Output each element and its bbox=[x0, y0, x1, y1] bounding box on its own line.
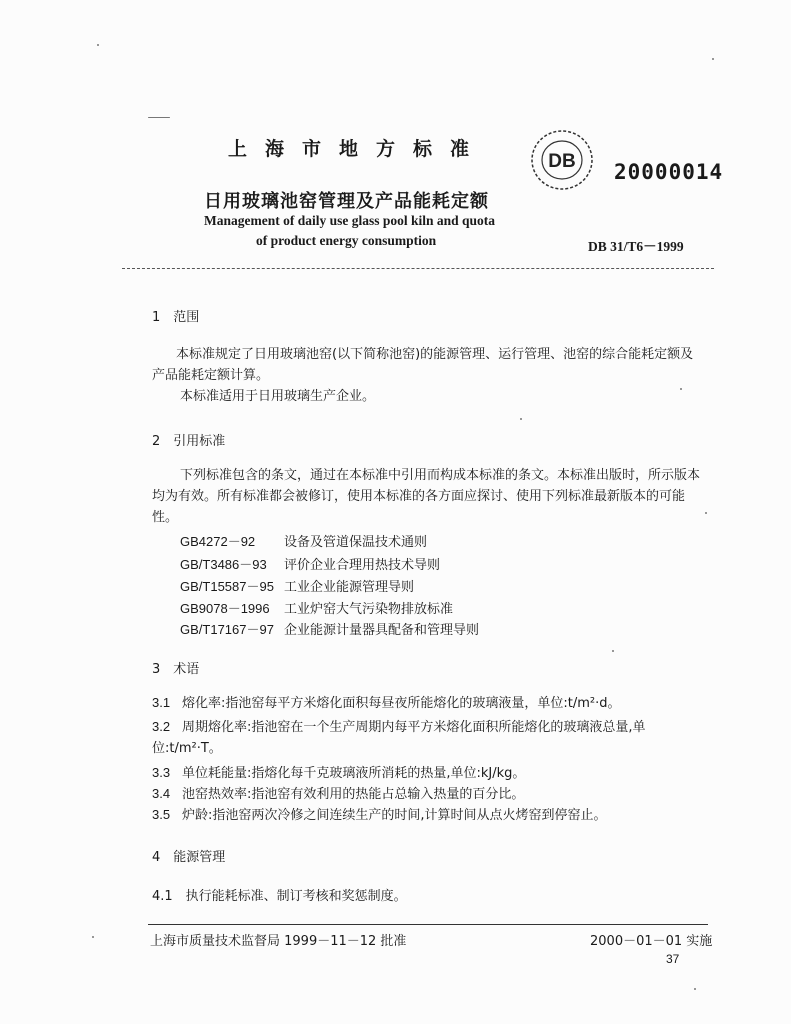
reference-code: GB9078－1996 bbox=[180, 601, 270, 616]
reference-name: 工业企业能源管理导则 bbox=[284, 580, 415, 595]
document-title-en-1: Management of daily use glass pool kiln and quota bbox=[204, 213, 496, 228]
definition-number: 3.2 bbox=[152, 719, 171, 734]
definition-item bbox=[152, 804, 707, 826]
reference-name: 评价企业合理用热技术导则 bbox=[284, 558, 441, 573]
db-stamp-icon bbox=[518, 124, 608, 198]
page-number: 37 bbox=[666, 952, 680, 966]
document-number: DB 31/T6－1999 bbox=[588, 239, 684, 254]
definition-number: 3.4 bbox=[152, 786, 171, 801]
footer-divider bbox=[148, 924, 708, 925]
reference-item bbox=[180, 531, 427, 550]
definition-item bbox=[152, 783, 707, 805]
definition-text: 池窑热效率:指池窑有效利用的热能占总输入热量的百分比。 bbox=[182, 787, 525, 802]
stamp-label: DB bbox=[548, 151, 576, 172]
approval-line: 上海市质量技术监督局 1999－11－12 批准 bbox=[150, 934, 407, 949]
definition-item bbox=[152, 692, 707, 714]
reference-name: 设备及管道保温技术通则 bbox=[284, 535, 428, 550]
reference-item bbox=[180, 598, 453, 617]
reference-code: GB/T3486－93 bbox=[180, 557, 267, 572]
section-1-heading: 1 范围 bbox=[152, 310, 200, 325]
section-1-para-2: 本标准适用于日用玻璃生产企业。 bbox=[180, 389, 376, 404]
reference-code: GB/T17167－97 bbox=[180, 622, 274, 637]
document-title-cn: 日用玻璃池窑管理及产品能耗定额 bbox=[204, 191, 489, 212]
reference-code: GB/T15587－95 bbox=[180, 579, 274, 594]
definition-text: 单位耗能量:指熔化每千克玻璃液所消耗的热量,单位:kJ/kg。 bbox=[182, 766, 526, 781]
definition-item bbox=[152, 762, 707, 784]
header-title: 上海市地方标准 bbox=[228, 138, 488, 160]
definition-number: 3.5 bbox=[152, 807, 171, 822]
definition-number: 3.3 bbox=[152, 765, 171, 780]
section-1-para-1: 本标准规定了日用玻璃池窑(以下简称池窑)的能源管理、运行管理、池窑的综合能耗定额及产品能耗定额计算。 bbox=[152, 347, 694, 383]
reference-item bbox=[180, 619, 479, 638]
section-2-heading: 2 引用标准 bbox=[152, 434, 226, 449]
section-4-item-1: 4.1 执行能耗标准、制订考核和奖惩制度。 bbox=[152, 889, 407, 904]
document-title-en-2: of product energy consumption bbox=[256, 233, 437, 248]
definition-text: 熔化率:指池窑每平方米熔化面积每昼夜所能熔化的玻璃液量，单位:t/m²·d。 bbox=[182, 696, 621, 711]
definition-text: 周期熔化率:指池窑在一个生产周期内每平方米熔化面积所能熔化的玻璃液总量,单位:t/m²·T。 bbox=[152, 720, 646, 756]
reference-item bbox=[180, 576, 414, 595]
section-2-para: 下列标准包含的条文，通过在本标准中引用而构成本标准的条文。本标准出版时，所示版本均为有效。所有标准都会被修订，使用本标准的各方面应探讨、使用下列标准最新版本的可能性。 bbox=[152, 468, 701, 525]
definition-number: 3.1 bbox=[152, 695, 171, 710]
definition-text: 炉龄:指池窑两次冷修之间连续生产的时间,计算时间从点火烤窑到停窑止。 bbox=[182, 808, 607, 823]
reference-item bbox=[180, 554, 440, 573]
reference-code: GB4272－92 bbox=[180, 534, 256, 549]
standard-code: 20000014 bbox=[614, 160, 724, 184]
reference-name: 企业能源计量器具配备和管理导则 bbox=[284, 623, 480, 638]
header-divider bbox=[122, 268, 714, 269]
section-3-heading: 3 术语 bbox=[152, 662, 200, 677]
reference-name: 工业炉窑大气污染物排放标准 bbox=[284, 602, 454, 617]
section-4-heading: 4 能源管理 bbox=[152, 850, 226, 865]
definition-item bbox=[152, 716, 707, 759]
implementation-date: 2000－01－01 实施 bbox=[590, 934, 713, 949]
